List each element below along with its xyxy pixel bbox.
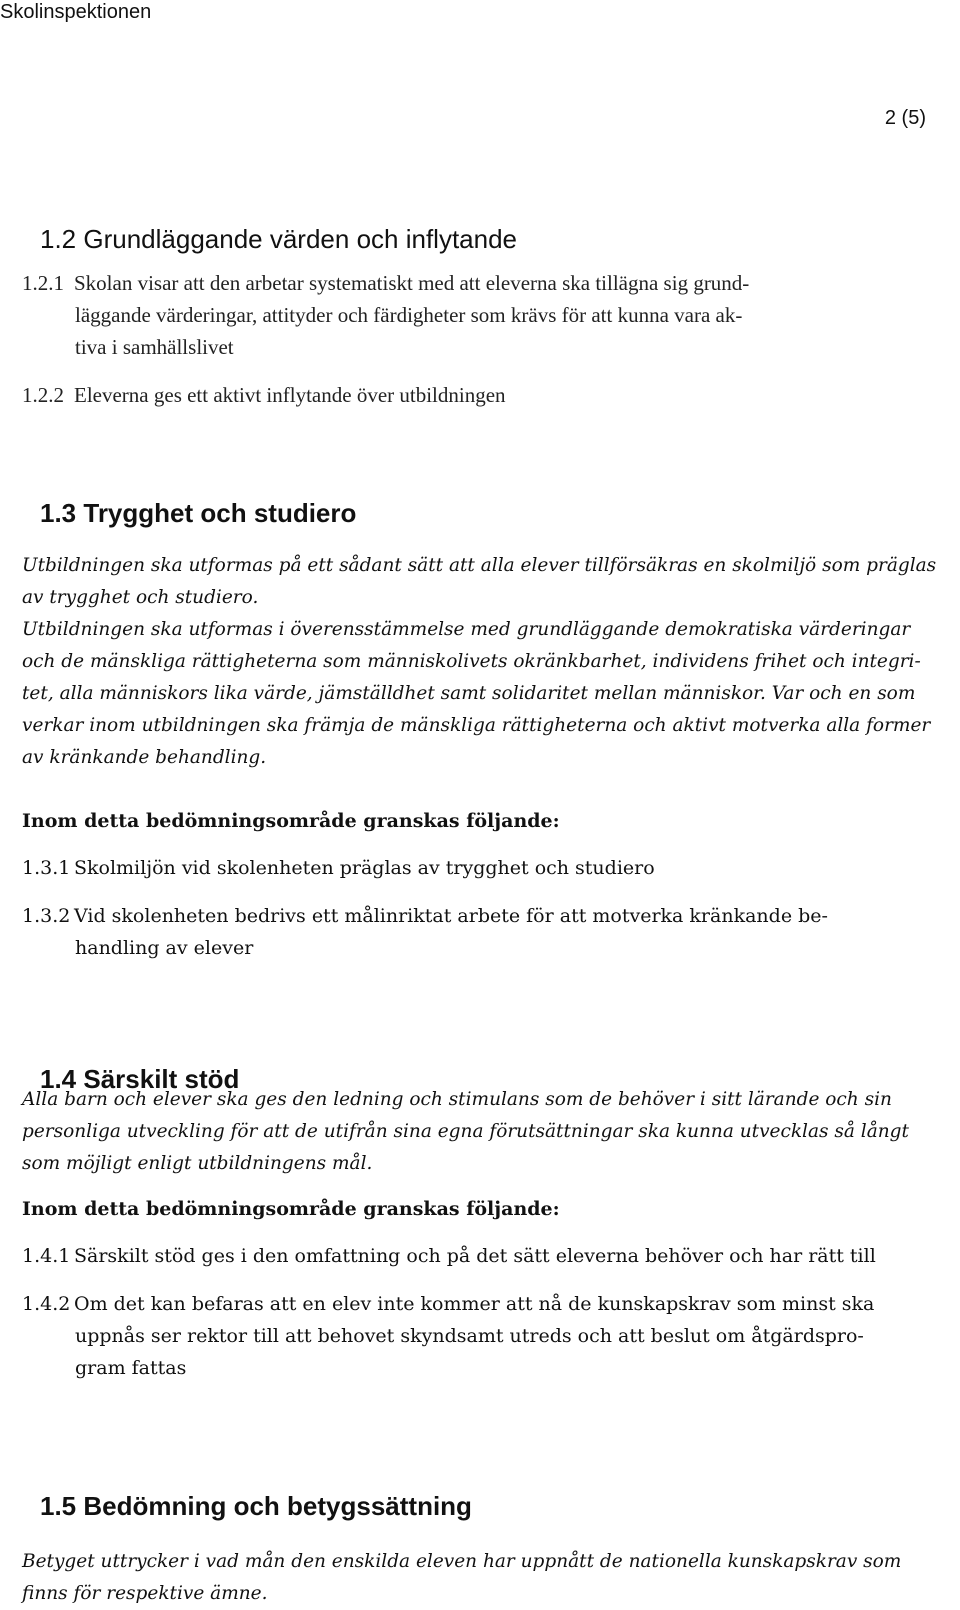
page-number: 2 (5) [884, 107, 926, 129]
intro-line: tet, alla människors lika värde, jämställdhet samt solidaritet mellan människor. Var och en som [22, 683, 916, 704]
criterion-number: 1.2.2 [22, 383, 64, 407]
intro-line: finns för respektive ämne. [22, 1583, 268, 1604]
criterion-number: 1.4.2 [22, 1293, 71, 1315]
intro-line: och de mänskliga rättigheterna som människolivets okränkbarhet, individens frihet och integri- [22, 651, 921, 672]
intro-line: av trygghet och studiero. [22, 587, 259, 608]
criterion-1-2-1 [22, 267, 942, 363]
criterion-text: gram fattas [75, 1357, 187, 1379]
criterion-text: Skolmiljön vid skolenheten präglas av trygghet och studiero [74, 857, 655, 879]
heading-1-4: 1.4 Särskilt stöd [40, 1064, 240, 1094]
criterion-text: uppnås ser rektor till att behovet skyndsamt utreds och att beslut om åtgärdspro- [75, 1325, 864, 1347]
criterion-number: 1.4.1 [22, 1245, 71, 1267]
intro-line: verkar inom utbildningen ska främja de mänskliga rättigheterna och aktivt motverka alla former [22, 715, 931, 736]
section-1-5-intro [22, 1546, 940, 1610]
review-label: Inom detta bedömningsområde granskas följande: [22, 810, 560, 832]
criterion-1-3-2 [22, 900, 942, 964]
criterion-1-2-2 [22, 379, 942, 411]
intro-line: Alla barn och elever ska ges den ledning och stimulans som de behöver i sitt lärande och sin [22, 1089, 892, 1110]
criterion-text: Om det kan befaras att en elev inte kommer att nå de kunskapskrav som minst ska [74, 1293, 875, 1315]
intro-line: Betyget uttrycker i vad mån den enskilda eleven har uppnått de nationella kunskapskrav som [22, 1551, 902, 1572]
intro-line: Utbildningen ska utformas i överensstämmelse med grundläggande demokratiska värderingar [22, 619, 911, 640]
criterion-1-3-1 [22, 852, 942, 884]
criterion-text: Skolan visar att den arbetar systematiskt med att eleverna ska tillägna sig grund- [74, 271, 750, 295]
heading-1-5: 1.5 Bedömning och betygssättning [40, 1491, 472, 1521]
criterion-1-4-1 [22, 1240, 942, 1272]
review-label: Inom detta bedömningsområde granskas följande: [22, 1198, 560, 1220]
section-1-3-intro [22, 550, 940, 774]
criterion-text: Vid skolenheten bedrivs ett målinriktat arbete för att motverka kränkande be- [74, 905, 828, 927]
criterion-1-4-2 [22, 1288, 942, 1384]
criterion-number: 1.2.1 [22, 271, 64, 295]
criterion-text: Eleverna ges ett aktivt inflytande över utbildningen [74, 383, 506, 407]
criterion-number: 1.3.2 [22, 905, 71, 927]
agency-name: Skolinspektionen [0, 1, 152, 23]
heading-1-3: 1.3 Trygghet och studiero [40, 498, 357, 528]
heading-1-2: 1.2 Grundläggande värden och inflytande [40, 224, 518, 254]
criterion-text: tiva i samhällslivet [75, 335, 234, 359]
criterion-text: handling av elever [75, 937, 254, 959]
criterion-text: läggande värderingar, attityder och färdigheter som krävs för att kunna vara ak- [75, 303, 743, 327]
intro-line: personliga utveckling för att de utifrån sina egna förutsättningar ska kunna utvecklas så långt [22, 1121, 909, 1142]
intro-line: av kränkande behandling. [22, 747, 267, 768]
section-1-4-intro [22, 1084, 940, 1180]
criterion-text: Särskilt stöd ges i den omfattning och på det sätt eleverna behöver och har rätt till [74, 1245, 876, 1267]
intro-line: som möjligt enligt utbildningens mål. [22, 1153, 373, 1174]
intro-line: Utbildningen ska utformas på ett sådant sätt att alla elever tillförsäkras en skolmiljö som präglas [22, 555, 937, 576]
criterion-number: 1.3.1 [22, 857, 71, 879]
